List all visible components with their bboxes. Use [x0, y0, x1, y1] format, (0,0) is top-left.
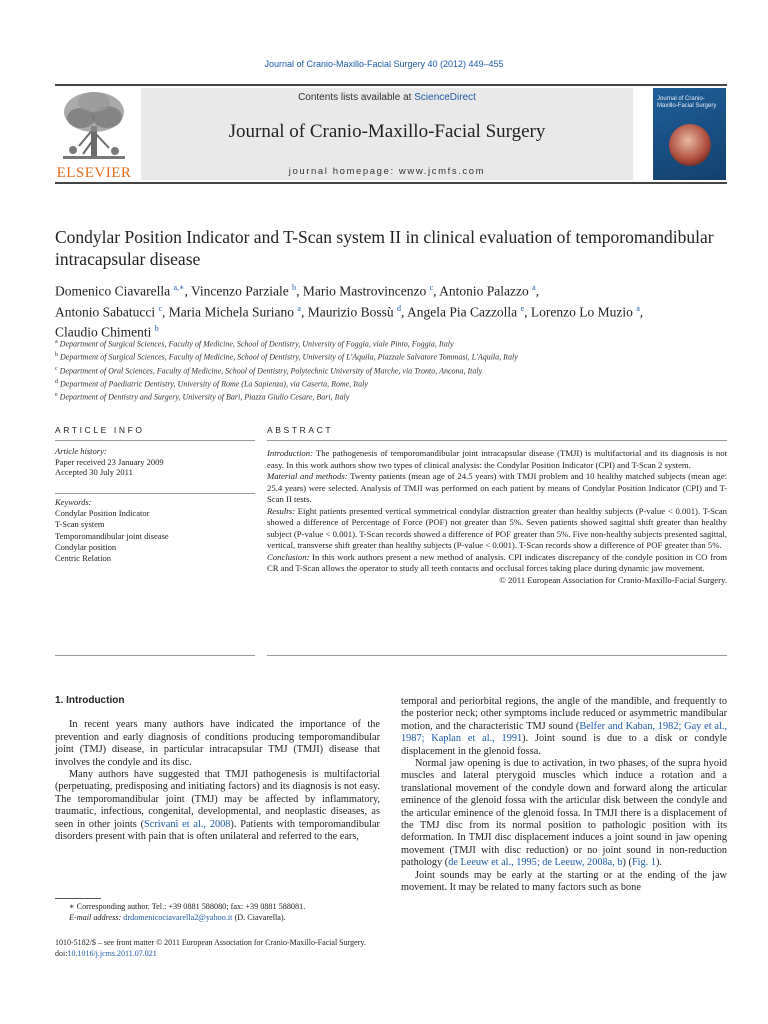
abstract-section-label: Material and methods: — [267, 471, 348, 481]
affiliation-list — [55, 337, 735, 404]
journal-cover-image — [653, 88, 726, 180]
body-paragraph — [55, 769, 380, 843]
author-list: Domenico Ciavarella $^{a,∗}$, Vincenzo Parziale $^b$, Mario Mastrovincenzo $^c$, Antonio Palazzo $^a$, Antonio Sabatucci $^c$, Maria Michela Suriano $^a$, Maurizio Bossù $^d$, Angela Pia Cazzolla $^e$, Lorenzo Lo Muzio $^a$, Claudio Chimenti $^b$ — [55, 283, 644, 340]
divider — [267, 655, 727, 656]
figure-link[interactable]: Fig. 1 — [631, 857, 656, 869]
body-paragraph — [401, 758, 727, 870]
author: Vincenzo Parziale — [190, 283, 289, 299]
footnote-rule — [55, 898, 101, 899]
publisher-name: ELSEVIER — [56, 165, 132, 181]
abstract-copyright: © 2011 European Association for Cranio-Maxillo-Facial Surgery. — [499, 574, 727, 585]
journal-homepage[interactable]: journal homepage: www.jcmfs.com — [288, 166, 486, 177]
affiliation-mark: e — [55, 392, 58, 399]
paragraph-text: Normal jaw opening is due to activation, in two phases, of the supra hyoid muscles and lateral pterygoid muscles which induce a rotation and a translational movement of the condyle down and forward along the articular eminence of the glenoid fossa with the articular disk between the condyle and the articular eminence of the glenoid fossa. In TMJI there is a displacement of the TMJ disc from its normal position to pathologic position with its deformation. In TMJI disc displacement induces a joint sound in jaw opening movement (TMJI with disc reduction) or no joint sound in non-reduction pathology ( — [401, 758, 727, 869]
keywords-label: Keywords: — [55, 497, 92, 507]
affiliation-item — [55, 337, 735, 350]
author: Domenico Ciavarella — [55, 283, 171, 299]
abstract-section-text: The pathogenesis of temporomandibular joint intracapsular disease (TMJI) is multifactorial and its diagnosis is not easy. In this work authors show two types of clinical analysis: the Condylar Position Indicator (CPI) and T-Scan 2 system. — [267, 448, 727, 470]
keyword: Centric Relation — [55, 553, 111, 564]
abstract-section — [267, 471, 727, 506]
affiliation-text: Department of Paediatric Dentistry, University of Rome (La Sapienza), via Caserta, Rome, Italy — [60, 379, 368, 389]
tree-icon — [55, 88, 133, 164]
journal-reference[interactable]: Journal of Cranio-Maxillo-Facial Surgery 40 (2012) 449–455 — [264, 59, 504, 69]
abstract-section — [267, 448, 727, 471]
abstract-section — [267, 506, 727, 552]
body-right-column — [401, 696, 727, 895]
email-link[interactable]: drdomenicociavarella2@yahoo.it — [123, 912, 233, 922]
abstract-section-text: In this work authors present a new method of analysis. CPI indicates discrepancy of the condyle position in CO from CR and T-Scan allows the operator to study all teeth contacts and occlusal forces taking place during dynamic jaw movement. — [267, 551, 727, 573]
received-date: Paper received 23 January 2009 — [55, 456, 164, 467]
paragraph-text: ). — [656, 857, 663, 869]
contents-line — [141, 92, 633, 103]
affiliation-text: Department of Oral Sciences, Faculty of Medicine, School of Dentistry, Polytechnic University of Marche, via Tronto, Ancona, Italy — [59, 366, 483, 376]
contents-prefix: Contents lists available at — [298, 92, 415, 103]
email-line — [55, 913, 385, 924]
author-affiliation-mark[interactable]: a — [636, 303, 640, 313]
author: Mario Mastrovincenzo — [302, 283, 427, 299]
author-affiliation-mark[interactable]: c — [158, 303, 163, 313]
author-affiliation-mark[interactable]: c — [429, 283, 434, 292]
citation-link[interactable]: de Leeuw et al., 1995; de Leeuw, 2008a, b — [448, 857, 623, 869]
abstract-section — [267, 552, 727, 575]
article-title: Condylar Position Indicator and T-Scan system II in clinical evaluation of temporomandibular intracapsular disease — [55, 227, 714, 269]
author-affiliation-mark[interactable]: a — [532, 283, 536, 292]
doi-line — [55, 949, 505, 960]
abstract-section-label: Conclusion: — [267, 551, 310, 562]
author-affiliation-mark[interactable]: d — [396, 303, 401, 313]
abstract-heading: ABSTRACT — [267, 425, 334, 435]
divider — [55, 493, 255, 494]
article-history — [55, 446, 255, 478]
affiliation-text: Department of Surgical Sciences, Faculty of Medicine, School of Dentistry, University of L'Aquila, Piazzale Salvatore Tommasi, L'Aquila, Italy — [60, 353, 518, 363]
affiliation-text: Department of Surgical Sciences, Faculty of Medicine, School of Dentistry, University of Foggia, viale Pinto, Foggia, Italy — [59, 339, 454, 349]
sciencedirect-link[interactable]: ScienceDirect — [414, 92, 476, 103]
cover-title: Journal of Cranio-Maxillo-Facial Surgery — [657, 96, 717, 109]
author: Lorenzo Lo Muzio — [530, 304, 633, 319]
footnote — [55, 902, 385, 923]
author: Antonio Sabatucci — [55, 304, 156, 319]
body-paragraph: In recent years many authors have indicated the importance of the prevention and early diagnosis of conditions producing temporomandibular joint (TMJ) disease, in particular intracapsular TMJ (TMJI) disease that involves the condyle and its disc. — [55, 719, 380, 768]
citation-link[interactable]: Belfer and Kaban, 1982; Gay et al., 1987; Kaplan et al., 1991 — [401, 720, 727, 745]
keyword: T-Scan system — [55, 519, 105, 530]
doi-prefix: doi: — [55, 948, 68, 958]
email-suffix: (D. Ciavarella). — [232, 912, 286, 922]
affiliation-text: Department of Dentistry and Surgery, University of Bari, Piazza Giulio Cesare, Bari, Italy — [59, 393, 350, 403]
affiliation-mark: c — [55, 365, 58, 372]
affiliation-mark: b — [55, 352, 58, 359]
keyword: Condylar position — [55, 541, 117, 552]
abstract-section-text: Eight patients presented vertical symmetrical condylar distraction greater than healthy subjects (P-value < 0.001). T-Scan showed a difference of Percentage of Force (POF) not greater than 5%. Seven patients showed sagittal shift greater than healthy subject (P-value < 0.001). T-Scan records showed a difference of POF greater than 5%. Five non-healthy subjects presented sagittal, vertical, transverse shift greater than healthy subjects (P-value < 0.001). T-Scan records show a difference of POF greater than 5%. — [267, 505, 727, 550]
citation-link[interactable]: Scrivani et al., 2008 — [144, 818, 231, 830]
email-label: E-mail address: — [69, 912, 124, 922]
accepted-date: Accepted 30 July 2011 — [55, 467, 133, 478]
keyword: Temporomandibular joint disease — [55, 530, 169, 541]
masthead-top-rule — [55, 84, 727, 86]
body-left-column — [55, 695, 380, 843]
doi-link[interactable]: 10.1016/j.jcms.2011.07.021 — [67, 948, 157, 958]
author: Angela Pia Cazzolla — [406, 304, 518, 319]
history-label: Article history: — [55, 446, 107, 456]
body-paragraph — [401, 696, 727, 758]
masthead-bottom-rule — [55, 182, 727, 184]
issn-line: 1010-5182/$ – see front matter © 2011 European Association for Cranio-Maxillo-Facial Surgery. — [55, 938, 366, 947]
affiliation-item — [55, 364, 735, 377]
keyword: Condylar Position Indicator — [55, 508, 150, 519]
divider — [55, 440, 255, 441]
affiliation-mark: d — [55, 379, 58, 386]
paragraph-text: ). Joint sound is due to a disk or condyle displacement in the glenoid fossa. — [401, 733, 727, 757]
paragraph-text: ). Patients with temporomandibular disorders present with pain that is often unilateral and referred to the ears, — [55, 818, 380, 843]
abstract-body — [267, 448, 727, 586]
corresponding-author: ∗ Corresponding author. Tel.: +39 0881 588080; fax: +39 0881 588081. — [69, 902, 306, 911]
abstract-section-label: Results: — [267, 505, 295, 516]
divider — [267, 440, 727, 441]
body-paragraph: Joint sounds may be early at the starting or at the ending of the jaw movement. It may be related to many factors such as bone — [401, 869, 727, 894]
article-info-heading: ARTICLE INFO — [55, 425, 145, 435]
section-heading: 1. Introduction — [55, 695, 125, 706]
affiliation-mark: a — [55, 339, 58, 345]
paragraph-text: ) ( — [622, 857, 632, 869]
author-affiliation-mark[interactable]: e — [520, 303, 525, 313]
skull-icon — [669, 124, 711, 166]
author-affiliation-mark[interactable]: a,∗ — [173, 283, 185, 292]
author-affiliation-mark[interactable]: b — [154, 324, 159, 333]
author: Claudio Chimenti — [55, 324, 152, 340]
author-affiliation-mark[interactable]: b — [292, 283, 297, 292]
affiliation-item — [55, 390, 735, 403]
abstract-section-label: Introduction: — [267, 448, 314, 458]
paragraph-text: Many authors have suggested that TMJI pathogenesis is multifactorial (perpetuating, predisposing and initiating factors) and its diagnosis is not easy. The temporomandibular joint (TMJ) may be affected by inflammatory, traumatic, infectious, congenital, developmental, and neoplastic diseases, as seen in other joints ( — [55, 769, 380, 830]
author: Maurizio Bossù — [307, 304, 394, 319]
divider — [55, 655, 255, 656]
author: Antonio Palazzo — [439, 283, 529, 299]
keywords-block — [55, 497, 255, 564]
affiliation-item — [55, 350, 735, 363]
abstract-section-text: Twenty patients (mean age of 24.5 years) with TMJI problem and 10 healthy matched subjects (mean age: 25.4 years) were selected. Analysis of TMJI was performed on each patient by means of Condylar Position Indicator (CPI) and T-Scan II tests. — [267, 471, 727, 504]
author: Maria Michela Suriano — [168, 304, 295, 319]
author-affiliation-mark[interactable]: a — [297, 303, 301, 313]
journal-title: Journal of Cranio-Maxillo-Facial Surgery — [228, 121, 546, 142]
affiliation-item — [55, 377, 735, 390]
issn-block — [55, 938, 505, 960]
paragraph-text: temporal and periorbital regions, the angle of the mandible, and frequently to the posterior neck; other symptoms include reduced or asymmetric mandibular motion, and the characteristic TMJ sound ( — [401, 696, 727, 732]
